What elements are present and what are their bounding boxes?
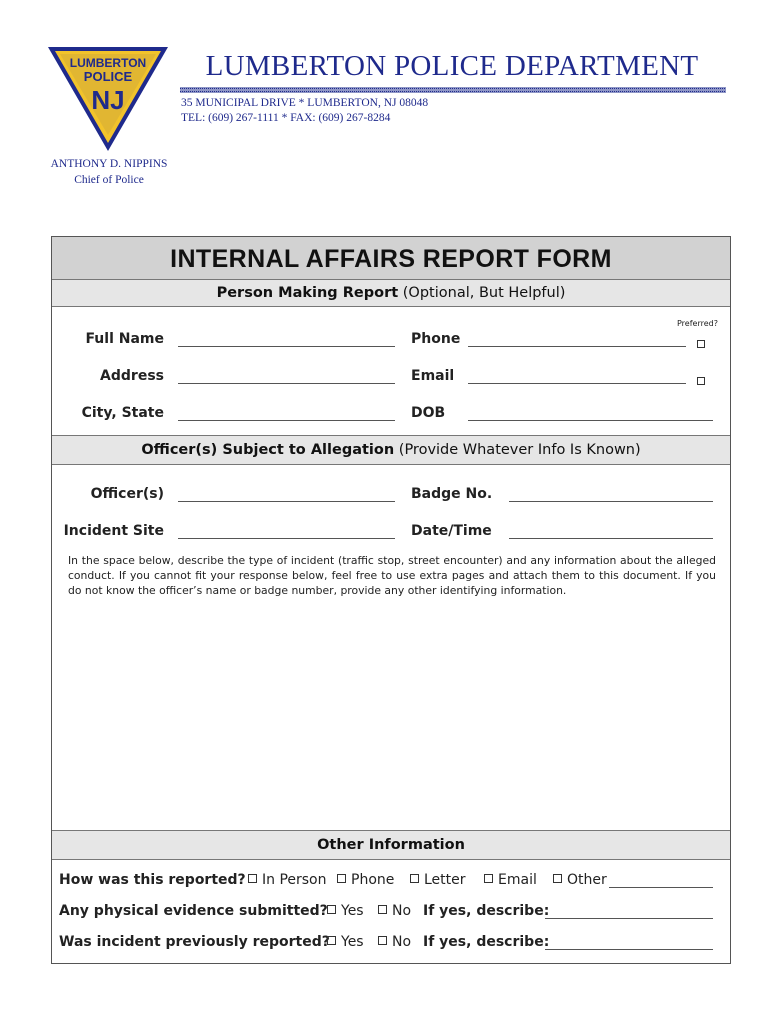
checkbox[interactable] xyxy=(248,874,257,883)
option-label: Letter xyxy=(424,872,466,888)
officers-label: Officer(s) xyxy=(90,486,164,502)
option-label: No xyxy=(392,903,412,919)
city-state-field[interactable] xyxy=(178,420,395,421)
date-time-field[interactable] xyxy=(509,538,713,539)
dob-field[interactable] xyxy=(468,420,713,421)
email-label: Email xyxy=(411,368,455,384)
q2-option-yes[interactable] xyxy=(327,903,364,919)
badge-text-state: NJ xyxy=(91,85,125,115)
chief-block xyxy=(40,156,178,188)
checkbox[interactable] xyxy=(337,874,346,883)
officers-field[interactable] xyxy=(178,501,395,502)
option-label: No xyxy=(392,934,412,950)
department-address: 35 MUNICIPAL DRIVE * LUMBERTON, NJ 08048 xyxy=(181,97,429,109)
option-label: Other xyxy=(567,872,607,888)
option-other[interactable] xyxy=(553,872,607,888)
option-email[interactable] xyxy=(484,872,537,888)
badge-text-mid: POLICE xyxy=(83,69,133,84)
section-officers-subject xyxy=(52,435,730,465)
section-1-heading: Person Making Report xyxy=(216,285,399,301)
full-name-label: Full Name xyxy=(85,331,164,347)
preferred-label: Preferred? xyxy=(677,319,718,328)
phone-preferred-checkbox[interactable] xyxy=(697,340,705,348)
q2-option-no[interactable] xyxy=(378,903,411,919)
checkbox[interactable] xyxy=(378,936,387,945)
section-other-information xyxy=(52,830,730,860)
address-field[interactable] xyxy=(178,383,395,384)
option-label: Phone xyxy=(351,872,395,888)
badge-no-label: Badge No. xyxy=(411,486,493,502)
full-name-field[interactable] xyxy=(178,346,395,347)
q3-option-no[interactable] xyxy=(378,934,411,950)
checkbox[interactable] xyxy=(378,905,387,914)
option-label: Email xyxy=(498,872,537,888)
police-badge-logo xyxy=(46,45,170,153)
section-2-note: (Provide Whatever Info Is Known) xyxy=(398,442,641,458)
badge-no-field[interactable] xyxy=(509,501,713,502)
chief-name: ANTHONY D. NIPPINS xyxy=(50,158,168,170)
badge-text-top: LUMBERTON xyxy=(69,56,147,70)
q3-label: Was incident previously reported? xyxy=(59,934,330,950)
other-field[interactable] xyxy=(609,887,713,888)
option-letter[interactable] xyxy=(410,872,466,888)
option-label: Yes xyxy=(341,934,364,950)
checkbox[interactable] xyxy=(553,874,562,883)
phone-label: Phone xyxy=(411,331,461,347)
dob-label: DOB xyxy=(411,405,446,421)
section-1-note: (Optional, But Helpful) xyxy=(402,285,566,301)
q3-describe-field[interactable] xyxy=(545,949,713,950)
email-preferred-checkbox[interactable] xyxy=(697,377,705,385)
checkbox[interactable] xyxy=(327,905,336,914)
section-3-heading: Other Information xyxy=(317,837,465,853)
department-name: LUMBERTON POLICE DEPARTMENT xyxy=(205,50,699,82)
department-contact: TEL: (609) 267-1111 * FAX: (609) 267-8284 xyxy=(181,112,391,124)
date-time-label: Date/Time xyxy=(411,523,492,539)
option-label: Yes xyxy=(341,903,364,919)
form-title: INTERNAL AFFAIRS REPORT FORM xyxy=(52,237,730,280)
section-2-heading: Officer(s) Subject to Allegation xyxy=(141,442,395,458)
incident-site-field[interactable] xyxy=(178,538,395,539)
q1-label: How was this reported? xyxy=(59,872,246,888)
section-person-making-report xyxy=(52,279,730,307)
phone-field[interactable] xyxy=(468,346,686,347)
email-field[interactable] xyxy=(468,383,686,384)
city-state-label: City, State xyxy=(81,405,164,421)
incident-site-label: Incident Site xyxy=(63,523,164,539)
department-address-block xyxy=(181,96,428,126)
q2-describe-field[interactable] xyxy=(545,918,713,919)
q2-label: Any physical evidence submitted? xyxy=(59,903,328,919)
option-phone[interactable] xyxy=(337,872,394,888)
q3-option-yes[interactable] xyxy=(327,934,364,950)
checkbox[interactable] xyxy=(484,874,493,883)
checkbox[interactable] xyxy=(410,874,419,883)
q2-describe-label: If yes, describe: xyxy=(423,903,550,919)
incident-instructions: In the space below, describe the type of incident (traffic stop, street encounter) and any information about the alleged conduct. If you cannot fit your response below, feel free to use extra pages and attach them to this document. If you do not know the officer’s name or badge number, provide any other identifying information. xyxy=(68,554,716,597)
q3-describe-label: If yes, describe: xyxy=(423,934,550,950)
address-label: Address xyxy=(100,368,164,384)
letterhead-divider xyxy=(180,87,726,93)
chief-title: Chief of Police xyxy=(74,174,144,186)
option-in-person[interactable] xyxy=(248,872,327,888)
option-label: In Person xyxy=(262,872,327,888)
checkbox[interactable] xyxy=(327,936,336,945)
incident-description-area[interactable] xyxy=(60,605,720,825)
